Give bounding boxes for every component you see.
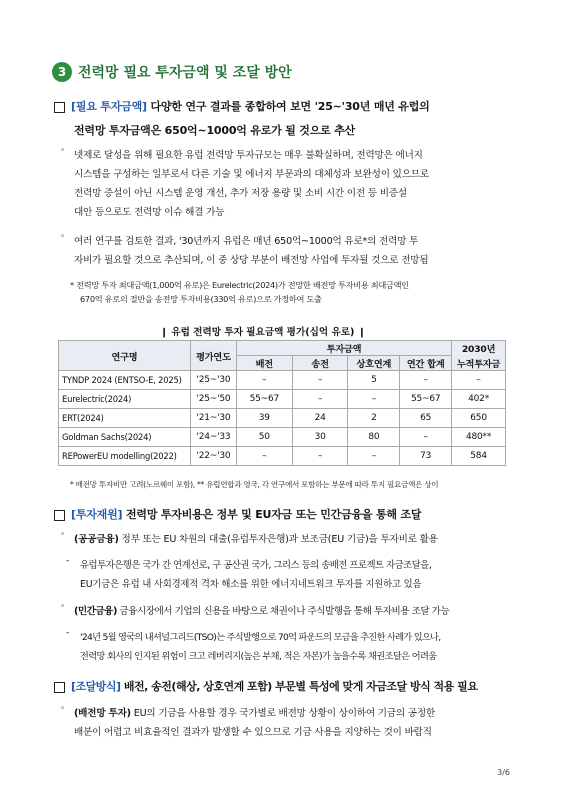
- section-header: [52, 60, 292, 84]
- text-line: 시스템을 구성하는 일부로서 다른 기술 및 에너지 부문과의 대체성과 보완성이 있으므로: [74, 169, 429, 180]
- cell-trans: –: [292, 447, 348, 466]
- cell-study: Goldman Sachs(2024): [59, 428, 191, 447]
- text-line: 유럽투자은행은 국가 간 연계선로, 구 공산권 국가, 그리스 등의 송배전 프로젝트 자금조달을,: [80, 560, 432, 571]
- investment-table: [58, 340, 506, 466]
- cell-dist: –: [236, 447, 292, 466]
- cell-period: '22~'30: [190, 447, 236, 466]
- col-header-distribution: 배전: [236, 356, 292, 371]
- cell-annual: 65: [400, 409, 452, 428]
- cell-study: TYNDP 2024 (ENTSO-E, 2025): [59, 371, 191, 390]
- cell-period: '25~'50: [190, 390, 236, 409]
- text-line: EU기금은 유럽 내 사회경제적 격차 해소를 위한 에너지네트워크 투자를 지원하고 있음: [80, 579, 422, 590]
- cell-dist: 39: [236, 409, 292, 428]
- section-title: 전력망 필요 투자금액 및 조달 방안: [78, 65, 292, 81]
- table-row: [59, 428, 506, 447]
- heading-tag: [필요 투자금액]: [71, 100, 147, 113]
- text-line: 대안 등으로도 전력망 이슈 해결 가능: [74, 207, 225, 218]
- col-header-investment: 투자금액: [236, 341, 451, 356]
- cell-inter: 2: [348, 409, 400, 428]
- label-distribution-investment: (배전망 투자): [74, 708, 131, 719]
- table-footnote: * 배전망 투자비만 고려(노르웨이 포함), ** 유럽연합과 영국, 각 연구에서 포함하는 부문에 따라 투지 필요금액은 상이: [70, 480, 439, 489]
- table-row: [59, 390, 506, 409]
- detail-national-grid: [66, 628, 440, 666]
- col-header-annual-total: 연간 합계: [400, 356, 452, 371]
- heading-tag: [투자재원]: [71, 508, 123, 521]
- text-public-finance: 정부 또는 EU 차원의 대출(유럽투자은행)과 보조금(EU 기금)을 투자비로 활용: [121, 534, 438, 545]
- col-header-transmission: 송전: [292, 356, 348, 371]
- label-public-finance: (공공금융): [74, 534, 119, 545]
- section-number-badge: 3: [52, 62, 72, 82]
- heading-text: 전력망 투자비용은 정부 및 EU자금 또는 민간금융을 통해 조달: [126, 508, 422, 521]
- text-line: 전력망 회사의 인지된 위험이 크고 레버리지(높은 부채, 적은 자본)가 높을수록 채권조달은 어려움: [80, 651, 437, 662]
- paragraph-public-finance: [60, 530, 438, 549]
- cell-cum: 402*: [452, 390, 506, 409]
- text-private-finance: 금융시장에서 기업의 신용을 바탕으로 채권이나 주식발행을 통해 투자비용 조달 가능: [119, 606, 450, 617]
- cell-dist: 55~67: [236, 390, 292, 409]
- note-line: * 전력망 투자 최대금액(1,000억 유로)은 Eurelectric(2024)가 전망한 배전망 투자비용 최대금액인: [70, 280, 409, 290]
- cell-dist: 50: [236, 428, 292, 447]
- heading-line-2: 전력망 투자금액은 650억~1000억 유로가 될 것으로 추산: [74, 124, 356, 137]
- cell-cum: –: [452, 371, 506, 390]
- heading-required-investment: [54, 98, 430, 114]
- col-header-period: 평가연도: [190, 341, 236, 371]
- text-line: EU의 기금을 사용할 경우 국가별로 배전망 상황이 상이하여 기금의 공정한: [133, 708, 436, 719]
- cell-period: '24~'33: [190, 428, 236, 447]
- cell-period: '21~'30: [190, 409, 236, 428]
- paragraph-distribution-investment: [60, 704, 435, 742]
- cell-trans: –: [292, 390, 348, 409]
- cell-inter: 80: [348, 428, 400, 447]
- label-private-finance: (민간금융): [74, 606, 117, 617]
- page-number: 3/6: [497, 768, 510, 777]
- text-line: 여러 연구를 검토한 결과, '30년까지 유럽은 매년 650억~1000억 유로*의 전력망 투: [74, 236, 419, 247]
- checkbox-square-icon: [54, 102, 65, 113]
- circle-bullet-icon: ◦: [60, 232, 66, 242]
- table-row: [59, 447, 506, 466]
- cell-trans: –: [292, 371, 348, 390]
- heading-funding-source: [54, 506, 421, 522]
- cell-dist: –: [236, 371, 292, 390]
- table-row: [59, 371, 506, 390]
- heading-text: 다양한 연구 결과를 종합하여 보면 '25~'30년 매년 유럽의: [150, 100, 430, 113]
- col-header-study: 연구명: [59, 341, 191, 371]
- col-header-cum-top: 2030년: [452, 341, 506, 356]
- cell-trans: 30: [292, 428, 348, 447]
- cell-trans: 24: [292, 409, 348, 428]
- cell-cum: 480**: [452, 428, 506, 447]
- paragraph-private-finance: [60, 602, 449, 621]
- paragraph-research-review: [60, 232, 520, 270]
- heading-procurement: [54, 678, 477, 694]
- detail-eib: [66, 556, 431, 594]
- cell-annual: –: [400, 428, 452, 447]
- dash-bullet-icon: -: [66, 628, 70, 638]
- text-line: 배분이 어렵고 비효율적인 결과가 발생할 수 있으므로 기금 사용을 지양하는 것이 바람직: [74, 727, 432, 738]
- heading-tag: [조달방식]: [71, 680, 121, 693]
- cell-study: Eurelectric(2024): [59, 390, 191, 409]
- table-title: ❙ 유럽 전력망 투자 필요금액 평가(십억 유로) ❙: [160, 327, 366, 338]
- cell-study: ERT(2024): [59, 409, 191, 428]
- note-line: 670억 유로의 절반을 송전망 투자비용(330억 유로)으로 가정하여 도출: [80, 294, 322, 304]
- text-line: 전력망 증설이 아닌 시스템 운영 개선, 추가 저장 용량 및 소비 시간 이전 등 비증설: [74, 188, 407, 199]
- cell-inter: –: [348, 447, 400, 466]
- col-header-cum-bottom: 누적투자금: [452, 356, 506, 371]
- text-line: 자비가 필요할 것으로 추산되며, 이 중 상당 부분이 배전망 사업에 투자될 것으로 전망됨: [74, 255, 429, 266]
- checkbox-square-icon: [54, 682, 65, 693]
- circle-bullet-icon: ◦: [60, 602, 66, 612]
- heading-text: 배전, 송전(해상, 상호연계 포함) 부문별 특성에 맞게 자금조달 방식 적용 필요: [123, 680, 478, 693]
- cell-cum: 650: [452, 409, 506, 428]
- paragraph-netzero: [60, 146, 520, 222]
- cell-study: REPowerEU modelling(2022): [59, 447, 191, 466]
- cell-annual: 55~67: [400, 390, 452, 409]
- cell-annual: –: [400, 371, 452, 390]
- table-row: [59, 409, 506, 428]
- cell-inter: –: [348, 390, 400, 409]
- circle-bullet-icon: ◦: [60, 530, 66, 540]
- cell-annual: 73: [400, 447, 452, 466]
- dash-bullet-icon: -: [66, 556, 70, 566]
- text-line: 넷제로 달성을 위해 필요한 유럽 전력망 투자규모는 매우 불확실하며, 전력망은 에너지: [74, 150, 423, 161]
- text-line: '24년 5월 영국의 내셔널그리드(TSO)는 주식발행으로 70억 파운드의 모금을 추진한 사례가 있으나,: [80, 632, 441, 643]
- cell-period: '25~'30: [190, 371, 236, 390]
- col-header-interconnection: 상호연계: [348, 356, 400, 371]
- circle-bullet-icon: ◦: [60, 146, 66, 156]
- checkbox-square-icon: [54, 510, 65, 521]
- circle-bullet-icon: ◦: [60, 704, 66, 714]
- cell-inter: 5: [348, 371, 400, 390]
- footnote-investment: [70, 278, 409, 306]
- cell-cum: 584: [452, 447, 506, 466]
